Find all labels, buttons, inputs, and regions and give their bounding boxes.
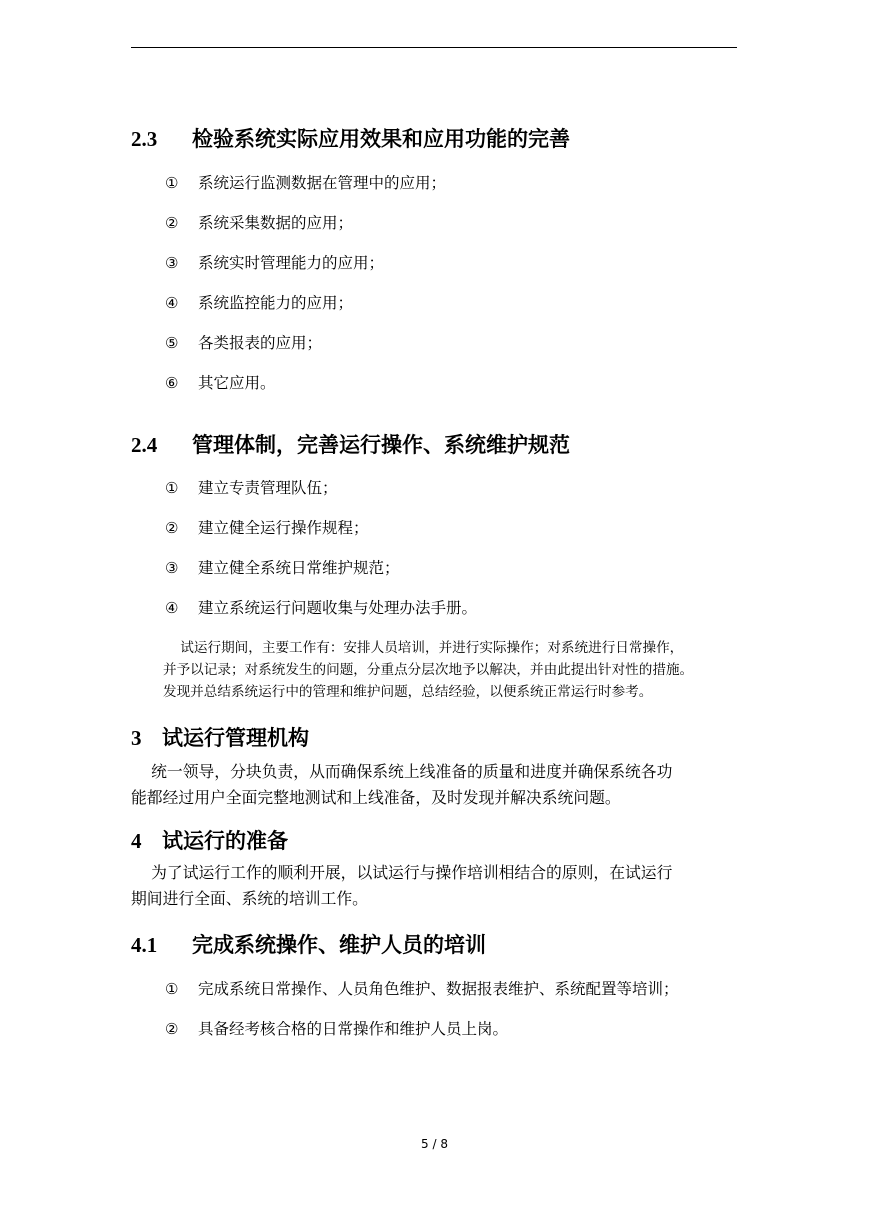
list-marker: ① [165, 174, 179, 192]
section-number: 4 [131, 829, 142, 853]
section-number: 4.1 [131, 933, 158, 957]
list-item-text: 建立专责管理队伍； [198, 479, 338, 497]
paragraph-line: 统一领导，分块负责，从而确保系统上线准备的质量和进度并确保系统各功 [131, 762, 673, 781]
trial-period-paragraph [163, 637, 739, 703]
list-item-text: 建立健全系统日常维护规范； [198, 559, 400, 577]
list-marker: ④ [165, 294, 179, 312]
section-title: 完成系统操作、维护人员的培训 [192, 933, 486, 957]
list-marker: ② [165, 214, 179, 232]
header-rule [131, 47, 737, 48]
list-marker: ② [165, 1020, 179, 1038]
list-item [165, 336, 322, 352]
list-item-text: 建立健全运行操作规程； [198, 519, 369, 537]
paragraph-line: 试运行期间，主要工作有：安排人员培训，并进行实际操作；对系统进行日常操作， [163, 640, 684, 656]
list-item-text: 完成系统日常操作、人员角色维护、数据报表维护、系统配置等培训； [198, 980, 679, 998]
list-marker: ④ [165, 599, 179, 617]
section-number: 2.4 [131, 433, 158, 457]
paragraph-line: 为了试运行工作的顺利开展，以试运行与操作培训相结合的原则，在试运行 [131, 863, 673, 882]
section-title: 试运行的准备 [162, 829, 288, 853]
list-marker: ① [165, 980, 179, 998]
section-heading-2-3 [131, 128, 570, 150]
section-number: 2.3 [131, 127, 158, 151]
section-title: 检验系统实际应用效果和应用功能的完善 [192, 127, 570, 151]
management-paragraph [131, 759, 739, 811]
list-item [165, 521, 369, 537]
section-heading-3 [131, 727, 309, 749]
list-item-text: 系统采集数据的应用； [198, 214, 354, 232]
paragraph-line: 期间进行全面、系统的培训工作。 [131, 889, 368, 908]
list-item [165, 176, 446, 192]
list-item [165, 256, 384, 272]
list-item-text: 建立系统运行问题收集与处理办法手册。 [198, 599, 478, 617]
section-heading-2-4 [131, 434, 570, 456]
preparation-paragraph [131, 860, 739, 912]
list-item-text: 其它应用。 [198, 374, 276, 392]
section-heading-4 [131, 830, 288, 852]
paragraph-line: 发现并总结系统运行中的管理和维护问题，总结经验，以便系统正常运行时参考。 [163, 684, 653, 700]
list-marker: ⑥ [165, 374, 179, 392]
list-item-text: 具备经考核合格的日常操作和维护人员上岗。 [198, 1020, 509, 1038]
list-item-text: 各类报表的应用； [198, 334, 323, 352]
section-title: 试运行管理机构 [162, 726, 309, 750]
list-item [165, 296, 353, 312]
list-marker: ② [165, 519, 179, 537]
list-item-text: 系统实时管理能力的应用； [198, 254, 385, 272]
page-number: 5 / 8 [421, 1137, 448, 1151]
list-item [165, 376, 276, 392]
list-item-text: 系统运行监测数据在管理中的应用； [198, 174, 447, 192]
list-item [165, 216, 353, 232]
paragraph-line: 能都经过用户全面完整地测试和上线准备，及时发现并解决系统问题。 [131, 788, 621, 807]
paragraph-line: 并予以记录；对系统发生的问题，分重点分层次地予以解决，并由此提出针对性的措施。 [163, 662, 694, 678]
section-title: 管理体制，完善运行操作、系统维护规范 [192, 433, 570, 457]
list-item [165, 561, 400, 577]
list-item-text: 系统监控能力的应用； [198, 294, 354, 312]
list-item [165, 601, 477, 617]
list-item [165, 481, 338, 497]
list-item [165, 1022, 508, 1038]
section-number: 3 [131, 726, 142, 750]
list-marker: ③ [165, 254, 179, 272]
section-heading-4-1 [131, 934, 486, 956]
list-marker: ⑤ [165, 334, 179, 352]
list-item [165, 982, 679, 998]
list-marker: ① [165, 479, 179, 497]
list-marker: ③ [165, 559, 179, 577]
